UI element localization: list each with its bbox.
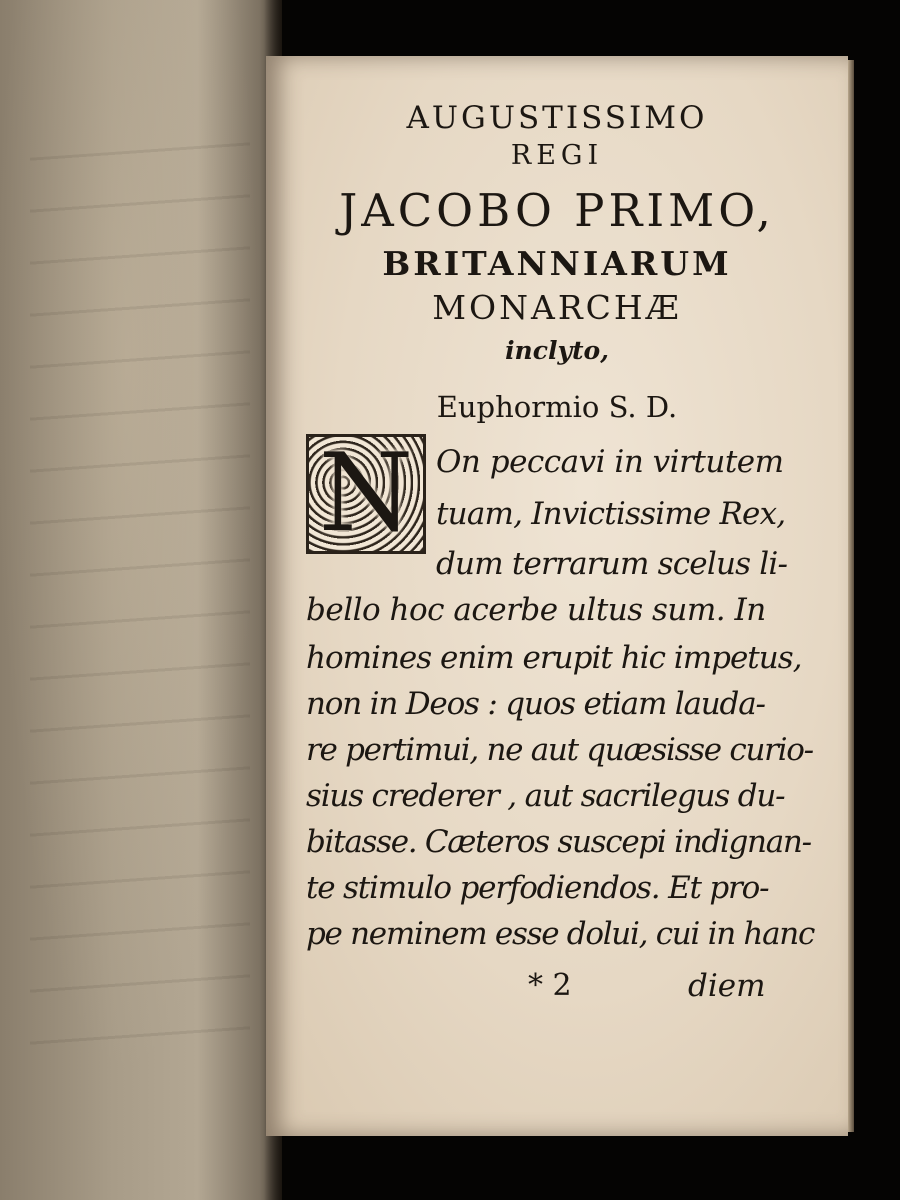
body-line: te stimulo perfodiendos. Et pro- bbox=[306, 870, 769, 906]
heading-line-3: JACOBO PRIMO, bbox=[339, 184, 775, 237]
heading-line-2: REGI bbox=[510, 140, 604, 171]
dedication-text bbox=[266, 56, 848, 1136]
heading-line-6: inclyto, bbox=[505, 336, 609, 365]
body-line: bello hoc acerbe ultus sum. In bbox=[306, 592, 766, 628]
body-line: dum terrarum scelus li- bbox=[436, 546, 788, 582]
right-page bbox=[266, 56, 848, 1136]
body-line: re pertimui, ne aut quæsisse curio- bbox=[306, 732, 813, 768]
body-line: pe neminem esse dolui, cui in hanc bbox=[306, 916, 815, 952]
left-facing-page bbox=[0, 0, 282, 1200]
body-line: homines enim erupit hic impetus, bbox=[306, 640, 802, 676]
heading-line-4: BRITANNIARUM bbox=[382, 244, 732, 283]
body-line: sius crederer , aut sacrilegus du- bbox=[306, 778, 785, 814]
body-line: bitasse. Cæteros suscepi indignan- bbox=[306, 824, 811, 860]
body-line: non in Deos : quos etiam lauda- bbox=[306, 686, 765, 722]
catchword: diem bbox=[688, 968, 766, 1004]
decorated-initial bbox=[306, 431, 426, 556]
heading-line-1: AUGUSTISSIMO bbox=[406, 100, 708, 136]
show-through-texture bbox=[30, 142, 250, 1057]
salutation: Euphormio S. D. bbox=[436, 390, 678, 424]
signature-mark: * 2 bbox=[528, 968, 572, 1003]
body-line: On peccavi in virtutem bbox=[436, 444, 784, 480]
drop-cap-letter: N bbox=[318, 431, 414, 556]
body-line: tuam, Invictissime Rex, bbox=[436, 496, 786, 532]
heading-line-5: MONARCHÆ bbox=[432, 288, 682, 327]
page-edge bbox=[848, 60, 854, 1132]
